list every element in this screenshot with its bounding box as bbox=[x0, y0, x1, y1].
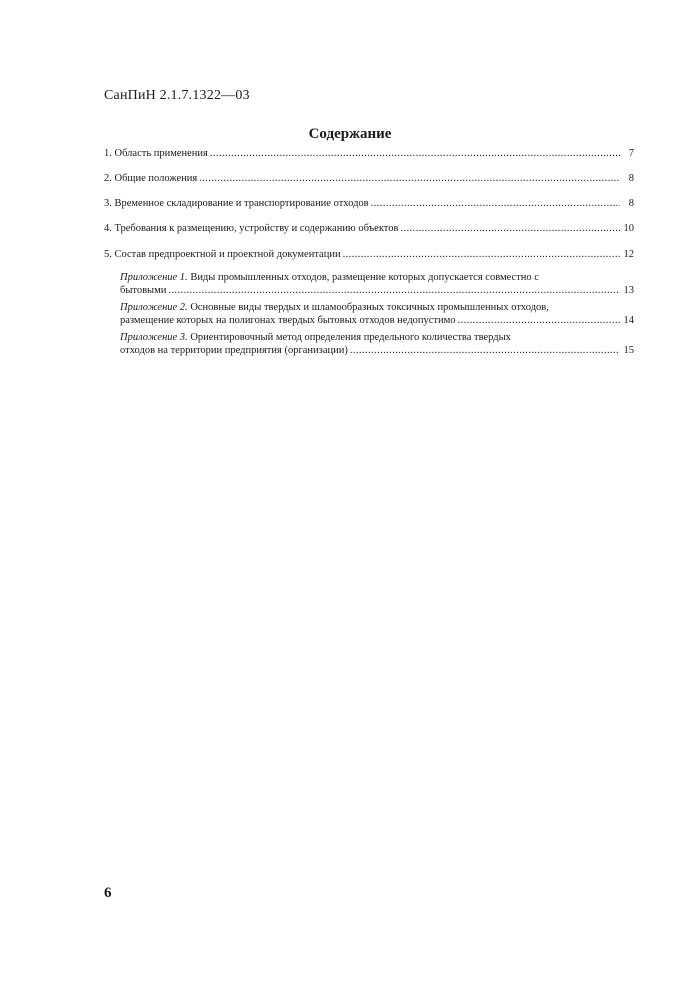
dot-leader bbox=[350, 344, 620, 357]
toc-entry-3[interactable] bbox=[104, 197, 634, 210]
toc-entry-text: 4. Требования к размещению, устройству и содержанию объектов bbox=[104, 223, 399, 234]
toc-title: Содержание bbox=[308, 126, 392, 142]
toc-appendix-3[interactable] bbox=[120, 331, 634, 357]
dot-leader bbox=[400, 222, 620, 235]
page-number: 6 bbox=[104, 885, 112, 901]
appendix-label: Приложение 3. bbox=[120, 332, 188, 343]
appendix-title-line-2: отходов на территории предприятия (организации) bbox=[120, 345, 348, 356]
toc-entry-text: 5. Состав предпроектной и проектной документации bbox=[104, 249, 341, 260]
dot-leader bbox=[343, 248, 620, 261]
toc-page-number: 8 bbox=[628, 198, 634, 209]
running-head: СанПиН 2.1.7.1322—03 bbox=[104, 88, 250, 103]
toc-entry-4[interactable] bbox=[104, 222, 634, 235]
toc-page-number: 10 bbox=[623, 223, 634, 234]
appendix-title-line-2: бытовыми bbox=[120, 285, 167, 296]
toc-page-number: 15 bbox=[623, 345, 634, 356]
dot-leader bbox=[210, 147, 620, 160]
appendix-title-line-1: Основные виды твердых и шламообразных токсичных промышленных отходов, bbox=[187, 302, 549, 313]
toc-entry-5[interactable] bbox=[104, 248, 634, 261]
dot-leader bbox=[458, 314, 620, 327]
toc-page-number: 8 bbox=[628, 173, 634, 184]
toc-appendix-1[interactable] bbox=[120, 271, 634, 297]
dot-leader bbox=[168, 284, 620, 297]
toc-page-number: 7 bbox=[628, 148, 634, 159]
toc-page-number: 13 bbox=[623, 285, 634, 296]
toc-entry-text: 2. Общие положения bbox=[104, 173, 198, 184]
toc-page-number: 14 bbox=[623, 315, 634, 326]
appendix-title-line-2: размещение которых на полигонах твердых бытовых отходов недопустимо bbox=[120, 315, 456, 326]
toc-entry-text: 3. Временное складирование и транспортирование отходов bbox=[104, 198, 369, 209]
toc-appendix-2[interactable] bbox=[120, 301, 634, 327]
appendix-title-line-1: Виды промышленных отходов, размещение которых допускается совместно с bbox=[187, 272, 539, 283]
toc-page-number: 12 bbox=[623, 249, 634, 260]
dot-leader bbox=[199, 172, 620, 185]
toc-entry-text: 1. Область применения bbox=[104, 148, 208, 159]
appendix-title-line-1: Ориентировочный метод определения предельного количества твердых bbox=[187, 332, 511, 343]
appendix-label: Приложение 1. bbox=[120, 272, 188, 283]
toc-entry-2[interactable] bbox=[104, 172, 634, 185]
toc-entry-1[interactable] bbox=[104, 147, 634, 160]
appendix-label: Приложение 2. bbox=[120, 302, 188, 313]
dot-leader bbox=[371, 197, 620, 210]
